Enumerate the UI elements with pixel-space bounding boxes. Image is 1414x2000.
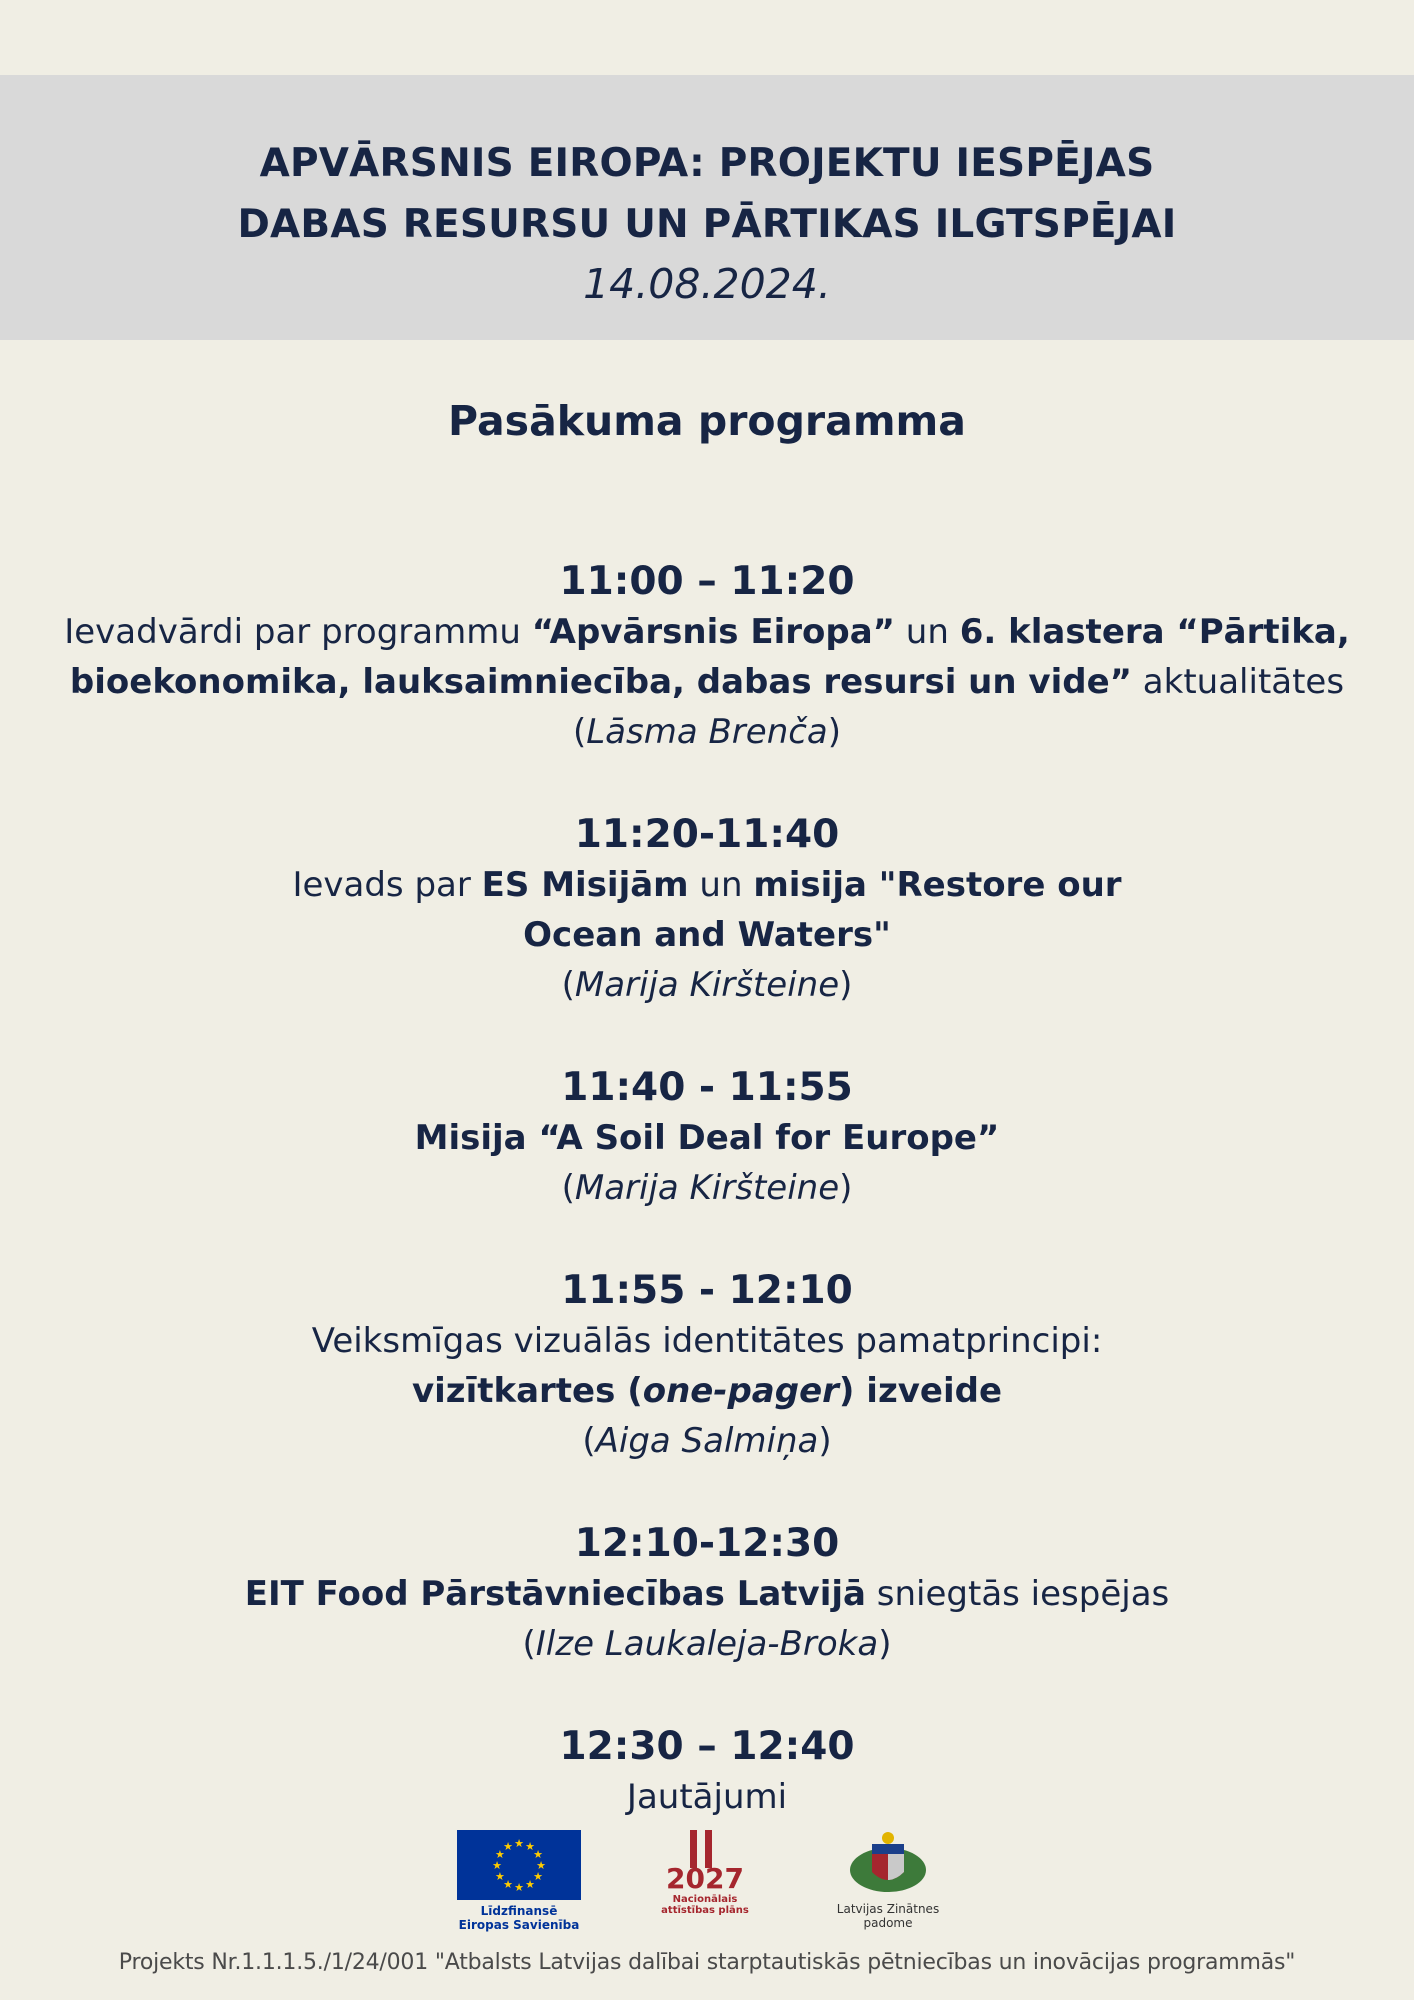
topic-text: un <box>894 612 960 652</box>
speaker-name: Ilze Laukaleja-Broka <box>535 1624 879 1664</box>
eu-star-icon: ★ <box>536 1859 546 1872</box>
session-topic-line2: Ocean and Waters" <box>523 915 891 955</box>
eu-flag-icon <box>457 1830 581 1900</box>
topic-bold: EIT Food Pārstāvniecības Latvijā <box>244 1574 866 1614</box>
nap-caption-2: attīstības plāns <box>661 1905 749 1916</box>
session-time: 12:30 – 12:40 <box>559 1724 855 1769</box>
session-speaker: (Marija Kiršteine) <box>561 1168 853 1208</box>
session-speaker: (Aiga Salmiņa) <box>582 1421 832 1461</box>
session-topic-line1: Veiksmīgas vizuālās identitātes pamatprincipi: <box>311 1321 1103 1361</box>
session-speaker: (Marija Kiršteine) <box>561 965 853 1005</box>
topic-text: Ievadvārdi par programmu <box>64 612 532 652</box>
session-1 <box>0 557 1414 757</box>
session-topic-line1 <box>0 860 1414 910</box>
lzp-logo <box>828 1830 948 1930</box>
topic-bold: ES Misijām <box>481 865 689 905</box>
eu-star-icon: ★ <box>525 1839 535 1853</box>
session-topic-line1 <box>0 607 1414 657</box>
eu-star-icon: ★ <box>495 1870 505 1883</box>
session-time: 12:10-12:30 <box>574 1521 840 1566</box>
nap-2027-icon <box>650 1830 760 1890</box>
topic-bold: “Apvārsnis Eiropa” <box>531 612 895 652</box>
session-4 <box>0 1266 1414 1466</box>
topic-text: Ievads par <box>292 865 482 905</box>
topic-bold: ) izveide <box>838 1371 1003 1411</box>
eu-star-icon: ★ <box>514 1837 524 1850</box>
topic-bold: vizītkartes ( <box>411 1371 643 1411</box>
sponsor-logos <box>0 1830 1414 1940</box>
session-topic-line2 <box>0 1366 1414 1416</box>
speaker-name: Marija Kiršteine <box>574 965 840 1005</box>
session-3 <box>0 1063 1414 1213</box>
session-topic-line1 <box>0 1569 1414 1619</box>
eu-star-icon: ★ <box>514 1881 524 1894</box>
topic-text: sniegtās iespējas <box>865 1574 1170 1614</box>
session-6 <box>0 1722 1414 1822</box>
session-time: 11:40 - 11:55 <box>561 1065 853 1110</box>
nap-caption-1: Nacionālais <box>672 1894 738 1905</box>
eu-star-icon: ★ <box>525 1878 535 1892</box>
session-2 <box>0 810 1414 1010</box>
event-date: 14.08.2024. <box>583 260 831 308</box>
topic-bold-italic: one-pager <box>642 1371 839 1411</box>
program-title: Pasākuma programma <box>448 397 966 445</box>
title-line-2: DABAS RESURSU UN PĀRTIKAS ILGTSPĒJAI <box>237 202 1177 247</box>
session-topic-line1: Jautājumi <box>626 1777 788 1817</box>
lzp-caption-2: padome <box>863 1916 913 1930</box>
session-time: 11:00 – 11:20 <box>559 559 855 604</box>
session-topic-line2 <box>0 657 1414 707</box>
topic-bold: 6. klastera “Pārtika, <box>959 612 1350 652</box>
lzp-caption-1: Latvijas Zinātnes <box>836 1902 940 1916</box>
topic-text: un <box>688 865 754 905</box>
project-footer: Projekts Nr.1.1.1.5./1/24/001 "Atbalsts Latvijas dalībai starptautiskās pētniecības un inovācijas programmās" <box>118 1950 1296 1975</box>
eu-caption-2: Eiropas Savienība <box>458 1918 580 1932</box>
session-time: 11:20-11:40 <box>574 812 840 857</box>
eu-star-icon: ★ <box>503 1878 513 1892</box>
speaker-name: Marija Kiršteine <box>574 1168 840 1208</box>
coat-of-arms-icon <box>828 1830 948 1898</box>
eu-star-icon: ★ <box>503 1839 513 1853</box>
speaker-name: Aiga Salmiņa <box>595 1421 819 1461</box>
session-speaker: (Ilze Laukaleja-Broka) <box>522 1624 892 1664</box>
header-banner <box>0 75 1414 340</box>
nap-logo <box>650 1830 760 1916</box>
eu-star-icon: ★ <box>533 1848 543 1861</box>
eu-logo <box>456 1830 582 1932</box>
eu-star-icon: ★ <box>533 1870 543 1883</box>
session-time: 11:55 - 12:10 <box>561 1268 853 1313</box>
eu-star-icon: ★ <box>492 1859 502 1872</box>
session-speaker: (Lāsma Brenča) <box>572 712 842 752</box>
topic-text: aktualitātes <box>1132 662 1345 702</box>
topic-bold: misija "Restore our <box>753 865 1122 905</box>
nap-year: 2027 <box>666 1862 744 1890</box>
title-line-1: APVĀRSNIS EIROPA: PROJEKTU IESPĒJAS <box>259 141 1155 186</box>
session-5 <box>0 1519 1414 1669</box>
speaker-name: Lāsma Brenča <box>586 712 828 752</box>
session-topic-line1: Misija “A Soil Deal for Europe” <box>414 1118 1000 1158</box>
topic-bold: bioekonomika, lauksaimniecība, dabas resursi un vide” <box>69 662 1132 702</box>
eu-star-icon: ★ <box>495 1848 505 1861</box>
eu-caption-1: Līdzfinansē <box>480 1904 558 1918</box>
